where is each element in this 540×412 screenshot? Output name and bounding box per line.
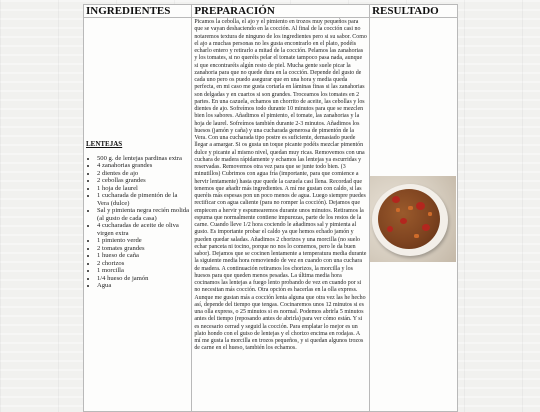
ingredients-title: LENTEJAS: [86, 140, 123, 148]
ingredient-item: • Sal y pimienta negra recién molida (al gusto de cada casa): [97, 207, 190, 222]
header-preparacion: PREPARACIÓN: [192, 5, 370, 18]
content-row: [84, 18, 458, 412]
ingredient-item: • 1 cucharada de pimentón de la Vera (dulce): [97, 192, 190, 207]
ingredient-item: • 2 cebollas grandes: [97, 177, 190, 185]
lentil-stew-photo: [370, 176, 456, 262]
ingredient-item: • 1 pimiento verde: [97, 237, 190, 245]
ingredient-item: • 1/4 hueso de jamón: [97, 275, 190, 283]
ingredient-item: • 4 zanahorias grandes: [97, 162, 190, 170]
ingredient-item: • 1 hoja de laurel: [97, 185, 190, 193]
stew-shape: [378, 189, 440, 249]
ingredient-item: • 1 hueso de caña: [97, 252, 190, 260]
carrot-piece: [408, 206, 413, 210]
result-cell: [370, 18, 458, 412]
result-block: [371, 18, 456, 410]
ingredients-cell: [84, 18, 192, 412]
ingredients-block: [85, 18, 190, 290]
preparation-text: Picamos la cebolla, el ajo y el pimiento en trozos muy pequeños para que se vayan deshaciendo en la cocción. Al final de la cocción casi no notaremos textura de ninguno de los ingredientes pero si su sabor. Como el ajo a muchas personas no les gusta encontrarlo en el plato, podéis echarlo entero y retirarlo a mitad de la cocción. Pelamos las zanahorias y los tomates, si no queréis pelar el tomate tampoco pasa nada, aunque si que encontraréis algún resto de piel. Mucha gente suele picar la zanahoria para que no quede dura en la cocción. Depende del gusto de cada uno pero os puedo asegurar que en una hora y media queda perfecta, en mi caso me gusta cortarla en láminas finas si las zanahorias son delgadas y en cuartos si son grandes. Troceamos los tomates en 2 partes. En una cazuela, echamos un chorrito de aceite, las cebollas y los dientes de ajo. Sofreímos todo durante 10 minutos para que se mezclen bien los sabores. Añadimos el pimiento, el tomate, las zanahorias y la hoja de laurel. Sofreímos también durante 2-3 minutos. Añadimos los huesos (jamón y caña) y una cucharada generosa de pimentón de la Vera. Con una cucharada tipo postre es suficiente, demasiado puede llegar a amargar. Si os gusta un toque picante podéis mezclar pimentón dulce y picante al mismo nivel, quedan muy ricas. Removemos con una cuchara de madera rápidamente y echamos las lentejas ya escurridas y reservadas. Removemos otra vez para que se junte todo bien. (3 minutillos) Cubrimos con agua fría (importante, para que comience a hervir lentamente) hasta que quede la cazuela casi llena. Recordad que tenemos que añadir más ingredientes. A mí me gustan con caldo, si las queréis más espesas pon un poco menos de agua. Luego siempre puedes rectificar con agua caliente (para no romper la cocción). Dejamos que empiecen a hervir y espumearemos durante unos minutos. Retiramos la espuma que normalmente contiene impurezas, parte de los restos de la carne. Cuando lleve 1/2 hora cociendo le añadimos sal y pimienta al gusto. Es importante probar el caldo ya que hemos echado jamón y pueden quedar saladas. Añadimos 2 chorizos y una morcilla (no suelo echar panceta ni tocino, porque no nos lo comemos, pero le da buen sabor). Dejamos que se cocinen lentamente a temperatura media durante la siguiente media hora removiendo de vez en cuando con una cuchara de madera. A continuación retiramos los chorizos, la morcilla y los huesos para que queden menos pesadas. La última media hora cocinamos las lentejas a fuego lento probando de vez en cuando por si no necesitan más cocción. Otra opción es hacerlas en la olla express. Aunque me gustan más a cocción lenta alguna que otra vez las he hecho así, depende del tiempo que tengas. Cocinaremos unos 12 minutos si es una olla express, o 25 minutos si es normal. Podemos abrirla 5 minutos antes del tiempo (reposando antes de abrirla) para ver cómo están. Y si es necesario cerrad y seguid la cocción. Para emplatar lo mejor es un plato hondo con el guiso de lentejas y el chorizo encima en rodajas. A mí me gusta la morcilla en trozos pequeños, y si quedan algunos trozos de carne en el hueso, también los echamos.: [194, 19, 367, 352]
ingredient-item: • 500 g. de lentejas pardinas extra: [97, 155, 190, 163]
ingredient-item: • 2 chorizos: [97, 260, 190, 268]
preparation-cell: [192, 18, 370, 412]
ingredients-list: [85, 155, 190, 290]
header-resultado: RESULTADO: [370, 5, 458, 18]
ingredient-item: • 4 cucharadas de aceite de oliva virgen extra: [97, 222, 190, 237]
carrot-piece: [428, 212, 432, 216]
ingredient-item: • 2 dientes de ajo: [97, 170, 190, 178]
header-ingredientes: INGREDIENTES: [84, 5, 192, 18]
ingredient-item: • 1 morcilla: [97, 267, 190, 275]
recipe-table: [83, 4, 458, 412]
header-row: [84, 5, 458, 18]
ingredient-item: • 2 tomates grandes: [97, 245, 190, 253]
carrot-piece: [414, 234, 419, 238]
ingredient-item: • Agua: [97, 282, 190, 290]
carrot-piece: [396, 208, 400, 212]
